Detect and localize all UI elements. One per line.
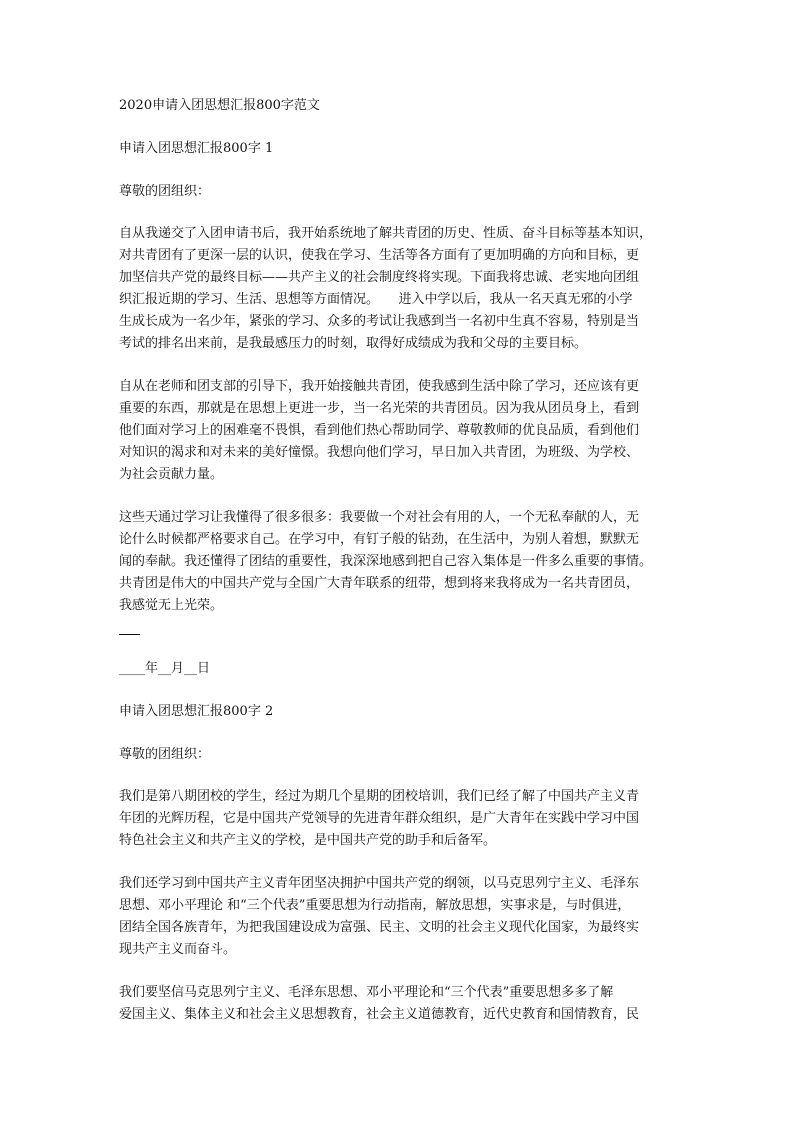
paragraph-line: 他们面对学习上的困难毫不畏惧，看到他们热心帮助同学、尊敬教师的优良品质，看到他们 — [119, 423, 640, 438]
paragraph-line: 自从我递交了入团申请书后，我开始系统地了解共青团的历史、性质、奋斗目标等基本知识， — [119, 226, 653, 241]
paragraph-line: 生成长成为一名少年，紧张的学习、众多的考试让我感到当一名初中生真不容易，特别是当 — [119, 314, 640, 329]
paragraph-line: 我们还学习到中国共产主义青年团坚决拥护中国共产党的纲领，以马克思列宁主义、毛泽东 — [119, 876, 640, 891]
paragraph-line: 自从在老师和团支部的引导下，我开始接触共青团，使我感到生活中除了学习，还应该有更 — [119, 379, 640, 394]
paragraph-line: 爱国主义、集体主义和社会主义思想教育，社会主义道德教育，近代史教育和国情教育，民 — [119, 1007, 640, 1022]
paragraph-line: 闻的奉献。我还懂得了团结的重要性，我深深地感到把自己容入集体是一件多么重要的事情。 — [119, 554, 653, 569]
paragraph-line: 我们要坚信马克思列宁主义、毛泽东思想、邓小平理论和“三个代表”重要思想多多了解 — [119, 985, 614, 1000]
paragraph-line: 考试的排名出来前，是我最感压力的时刻，取得好成绩成为我和父母的主要目标。 — [119, 336, 588, 351]
section-2-heading: 申请入团思想汇报800字 2 — [119, 704, 274, 719]
paragraph-line: 特色社会主义和共产主义的学校，是中国共产党的助手和后备军。 — [119, 833, 497, 848]
paragraph-line: 对共青团有了更深一层的认识，使我在学习、生活等各方面有了更加明确的方向和目标，更 — [119, 248, 640, 263]
paragraph-line: 这些天通过学习让我懂得了很多很多：我要做一个对社会有用的人，一个无私奉献的人，无 — [119, 510, 640, 525]
section-1-salutation: 尊敬的团组织： — [119, 184, 211, 199]
paragraph-line: 共青团是伟大的中国共产党与全国广大青年联系的纽带，想到将来我将成为一名共青团员， — [119, 576, 640, 591]
section-1-heading: 申请入团思想汇报800字 1 — [119, 141, 274, 156]
paragraph-line: 思想、邓小平理论 和“三个代表”重要思想为行动指南，解放思想，实事求是，与时俱进， — [119, 898, 631, 913]
paragraph-line: 现共产主义而奋斗。 — [119, 942, 237, 957]
paragraph-line: 为社会贡献力量。 — [119, 467, 224, 482]
paragraph-line: 我们是第八期团校的学生，经过为期几个星期的团校培训，我们已经了解了中国共产主义青 — [119, 789, 640, 804]
paragraph-line: 论什么时候都严格要求自己。在学习中，有钉子般的钻劲，在生活中，为别人着想，默默无 — [119, 532, 640, 547]
paragraph-line: 团结全国各族青年，为把我国建设成为富强、民主、文明的社会主义现代化国家，为最终实 — [119, 920, 640, 935]
paragraph-line: 对知识的渴求和对未来的美好憧憬。我想向他们学习，早日加入共青团，为班级、为学校、 — [119, 445, 640, 460]
paragraph-line: 加坚信共产党的最终目标——共产主义的社会制度终将实现。下面我将忠诚、老实地向团组 — [119, 270, 640, 285]
section-2-salutation: 尊敬的团组织： — [119, 747, 211, 762]
document-title: 2020申请入团思想汇报800字范文 — [119, 98, 320, 113]
paragraph-line: 重要的东西，那就是在思想上更进一步，当一名光荣的共青团员。因为我从团员身上，看到 — [119, 401, 640, 416]
paragraph-line: 我感觉无上光荣。 — [119, 598, 224, 613]
paragraph-line: 织汇报近期的学习、生活、思想等方面情况。 进入中学以后，我从一名天真无邪的小学 — [119, 292, 633, 307]
paragraph-line: 年团的光辉历程，它是中国共产党领导的先进青年群众组织，是广大青年在实践中学习中国 — [119, 811, 640, 826]
date-line: ____年__月__日 — [119, 661, 211, 676]
signature-line — [119, 634, 140, 635]
